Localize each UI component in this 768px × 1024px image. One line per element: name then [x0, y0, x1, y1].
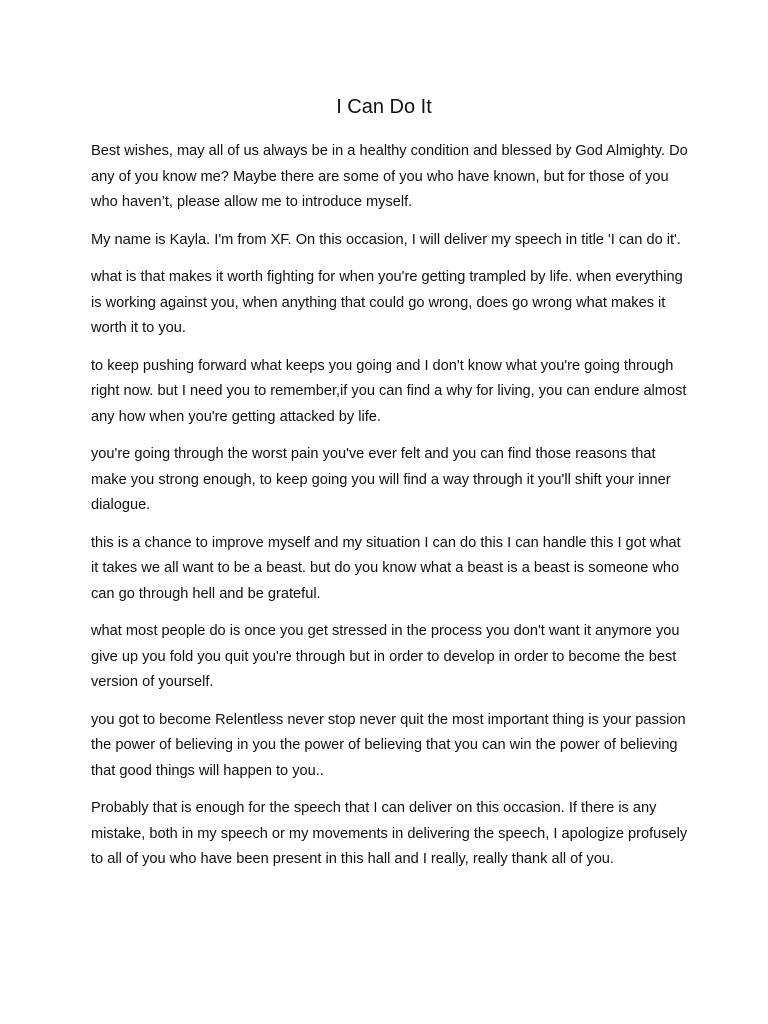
paragraph: you got to become Relentless never stop never quit the most important thing is your passion the power of believing in you the power of believing that you can win the power of believing that good things will happen to you.. [91, 711, 686, 779]
paragraph: what is that makes it worth fighting for when you're getting trampled by life. when everything is working against you, when anything that could go wrong, does go wrong what makes it worth it to you. [91, 269, 683, 336]
document-body [91, 139, 691, 885]
paragraph-greeting: Best wishes, may all of us always be in a healthy condition and blessed by God Almighty. Do any of you know me? Maybe there are some of you who have known, but for those of you who haven’t, please allow me to introduce myself. [91, 143, 688, 210]
paragraph-introduction: My name is Kayla. I'm from XF. On this occasion, I will deliver my speech in title 'I can do it'. [91, 231, 681, 248]
paragraph: this is a chance to improve myself and my situation I can do this I can handle this I got what it takes we all want to be a beast. but do you know what a beast is a beast is someone who can go through hell and be grateful. [91, 534, 681, 602]
paragraph-closing: Probably that is enough for the speech that I can deliver on this occasion. If there is any mistake, both in my speech or my movements in delivering the speech, I apologize profusely to all of you who have been present in this hall and I really, really thank all of you. [91, 800, 688, 867]
document-title: I Can Do It [336, 96, 432, 118]
paragraph: to keep pushing forward what keeps you going and I don't know what you're going through right now. but I need you to remember,if you can find a why for living, you can endure almost any how when you're getting attacked by life. [91, 357, 687, 425]
paragraph: you're going through the worst pain you've ever felt and you can find those reasons that make you strong enough, to keep going you will find a way through it you'll shift your inner dialogue. [91, 446, 671, 513]
paragraph: what most people do is once you get stressed in the process you don't want it anymore you give up you fold you quit you're through but in order to develop in order to become the best version of yourself. [91, 623, 680, 690]
